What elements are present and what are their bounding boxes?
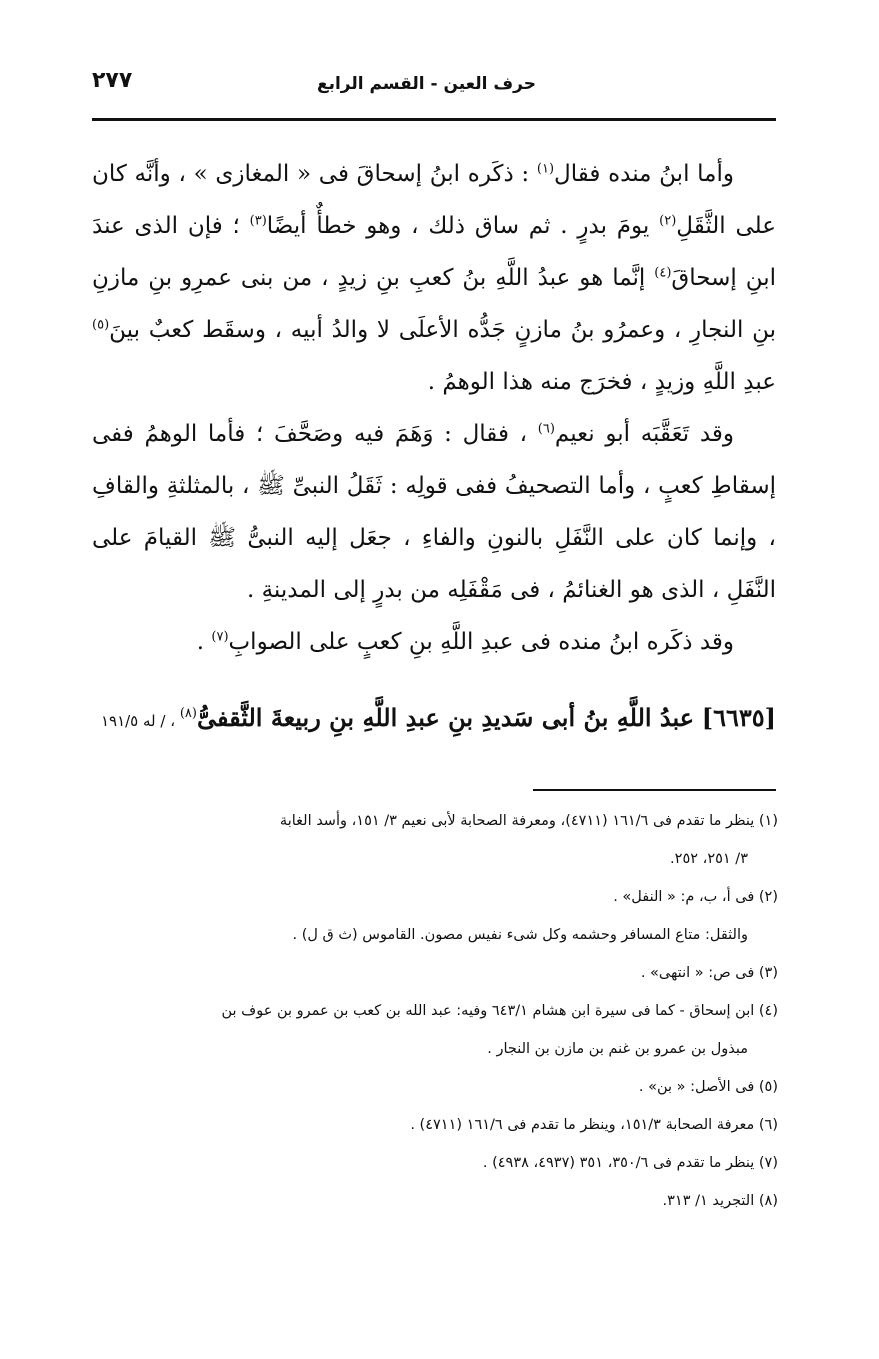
footnote-ref-5[interactable]: (٥): [92, 317, 110, 333]
footnote-4: (٤) ابن إسحاق - كما فى سيرة ابن هشام ٦٤٣/١ وفيه: عبد الله بن كعب بن عمرو بن عوف بن: [221, 1003, 778, 1019]
text-run: وقد تَعَقَّبَه أبو نعيم: [554, 421, 734, 447]
entry-name: عبدُ اللَّهِ بنُ أبى سَديدِ بنِ عبدِ اللَّهِ بنِ ربيعةَ الثَّقفىُّ: [196, 703, 695, 732]
footnote-ref-4[interactable]: (٤): [654, 265, 672, 281]
entry-heading: [16, 696, 776, 743]
footnote-1: (١) ينظر ما تقدم فى ١٦١/٦ (٤٧١١)، ومعرفة الصحابة لأبى نعيم ٣/ ١٥١، وأسد الغابة: [279, 813, 778, 829]
footnote-2: (٢) فى أ، ب، م: « النفل» .: [613, 889, 778, 905]
paragraph-2: [92, 408, 776, 616]
header-title: حرف العين - القسم الرابع: [316, 74, 536, 94]
footnote-7: (٧) ينظر ما تقدم فى ٣٥٠/٦، ٣٥١ (٤٩٣٧، ٤٩٣٨) .: [482, 1155, 778, 1171]
footnote-5: (٥) فى الأصل: « بن» .: [638, 1079, 778, 1095]
main-text: [92, 148, 776, 668]
footnote-separator: [533, 789, 776, 791]
running-header: [92, 64, 776, 104]
footnote-1-continued: ٣/ ٢٥١، ٢٥٢.: [670, 851, 748, 867]
footnote-ref-1[interactable]: (١): [536, 161, 555, 177]
text-run: ، فقال : وَهَمَ فيه وصَحَّفَ ؛ فأما الوهمُ ففى إسقاطِ كعبٍ ، وأما التصحيفُ ففى قولِه : ثَقَلُ النبىِّ ﷺ ، بالمثلثةِ والقافِ ، وإنما كان على النَّفَلِ بالنونِ والفاءِ ، جعَل إليه النبىُّ ﷺ القيامَ على النَّفَلِ ، الذى هو الغنائمُ ، فى مَقْفَلِه من بدرٍ إلى المدينةِ .: [92, 421, 776, 603]
page-number: ٢٧٧: [92, 68, 133, 93]
text-run: عبدِ اللَّهِ وزيدٍ ، فخرَج منه هذا الوهمُ .: [427, 369, 776, 395]
text-run: إنَّما هو عبدُ اللَّهِ بنُ كعبِ بنِ زيدٍ ، من بنى عمرِو بنِ مازنِ بنِ النجارِ ، وعمرُو بنُ مازنٍ جَدُّه الأعلَى لا والدُ أبيه ، وسقَط كعبٌ بينَ: [92, 265, 776, 343]
header-rule: [92, 118, 776, 121]
text-run: وقد ذكَره ابنُ منده فى عبدِ اللَّهِ بنِ كعبٍ على الصوابِ: [228, 629, 734, 655]
footnote-ref-3[interactable]: (٣): [249, 213, 267, 229]
footnote-ref-6[interactable]: (٦): [537, 421, 555, 437]
footnotes: [82, 802, 778, 1220]
footnote-4-continued: مبذول بن عمرو بن غنم بن مازن بن النجار .: [487, 1041, 748, 1057]
paragraph-3: [92, 616, 776, 668]
text-run: .: [196, 629, 212, 655]
paragraph-1: [92, 148, 776, 408]
text-run: يومَ بدرٍ . ثم ساق ذلك ، وهو خطأٌ أيضًا: [266, 213, 660, 239]
footnote-3: (٣) فى ص: « انتهى» .: [640, 965, 778, 981]
footnote-ref-2[interactable]: (٢): [659, 213, 677, 229]
entry-volume-ref: ، / له ١٩١/٥: [100, 712, 180, 730]
footnote-2-continued: والثقل: متاع المسافر وحشمه وكل شىء نفيس مصون. القاموس (ث ق ل) .: [292, 927, 748, 943]
footnote-8: (٨) التجريد ١/ ٣١٣.: [662, 1193, 778, 1209]
text-run: ؛ فإن الذى عندَ ابنِ إسحاقَ: [92, 213, 776, 291]
entry-number: [٦٦٣٥]: [701, 703, 776, 732]
footnote-6: (٦) معرفة الصحابة ١٥١/٣، وينظر ما تقدم فى ١٦١/٦ (٤٧١١) .: [410, 1117, 778, 1133]
text-run: : ذكَره ابنُ إسحاقَ فى « المغازى » ، وأنَّه كان على الثَّقَلِ: [92, 161, 776, 239]
footnote-ref-8[interactable]: (٨): [179, 706, 197, 721]
text-run: وأما ابنُ منده فقال: [554, 161, 734, 187]
footnote-ref-7[interactable]: (٧): [211, 629, 229, 645]
